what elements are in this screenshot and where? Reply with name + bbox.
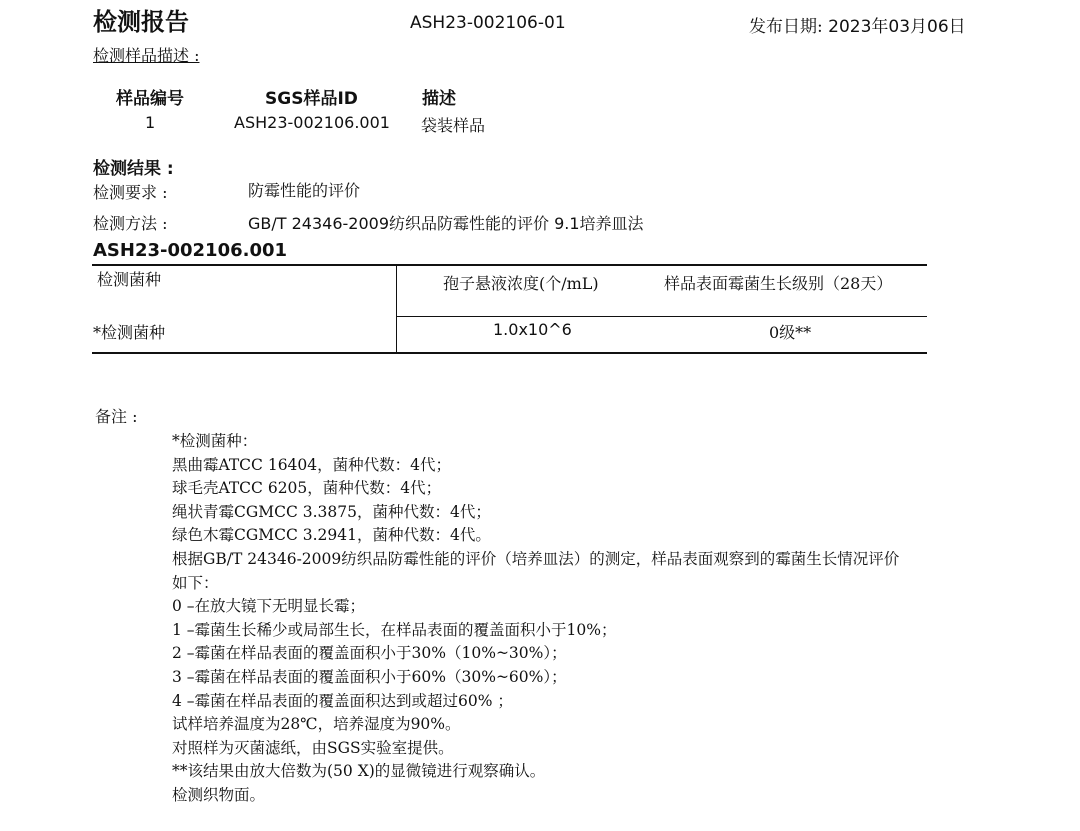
note-line: 根据GB/T 24346-2009纺织品防霉性能的评价（培养皿法）的测定，样品表面观察到的霉菌生长情况评价 — [172, 549, 900, 568]
test-requirement-value: 防霉性能的评价 — [248, 181, 361, 200]
note-line: 检测织物面。 — [172, 785, 266, 804]
sgs-sample-id-value: ASH23-002106.001 — [234, 113, 390, 132]
sample-id-heading: ASH23-002106.001 — [93, 240, 288, 261]
table-column-divider — [396, 266, 397, 352]
table-cell-strain: *检测菌种 — [93, 323, 166, 342]
note-line: 试样培养温度为28℃，培养湿度为90%。 — [172, 715, 461, 734]
table-header-growth-grade: 样品表面霉菌生长级别（28天） — [664, 274, 893, 293]
table-cell-concentration: 1.0x10^6 — [493, 320, 572, 339]
report-number: ASH23-002106-01 — [410, 13, 566, 33]
notes-label: 备注 : — [95, 407, 138, 426]
table-header-rule — [397, 316, 927, 317]
description-header: 描述 — [422, 89, 456, 109]
report-title: 检测报告 — [93, 8, 189, 36]
table-header-strain: 检测菌种 — [97, 270, 162, 289]
test-method-value: GB/T 24346-2009纺织品防霉性能的评价 9.1培养皿法 — [248, 214, 644, 233]
note-line: 0 –在放大镜下无明显长霉； — [172, 597, 366, 616]
test-requirement-label: 检测要求 : — [93, 183, 168, 202]
sample-no-value: 1 — [145, 113, 156, 132]
note-line: 3 –霉菌在样品表面的覆盖面积小于60%（30%~60%）； — [172, 667, 567, 686]
sample-description-label: 检测样品描述 : — [93, 46, 200, 65]
note-line: 2 –霉菌在样品表面的覆盖面积小于30%（10%~30%）； — [172, 644, 567, 663]
note-line: 如下： — [172, 573, 219, 592]
note-line: 对照样为灭菌滤纸，由SGS实验室提供。 — [172, 738, 454, 757]
note-line: 4 –霉菌在样品表面的覆盖面积达到或超过60% ； — [172, 691, 513, 710]
sgs-sample-id-header: SGS样品ID — [265, 89, 358, 109]
description-value: 袋装样品 — [421, 116, 486, 135]
issue-date-label: 发布日期: — [749, 17, 823, 37]
note-line: *检测菌种： — [172, 432, 258, 450]
table-bottom-rule — [92, 352, 927, 354]
table-top-rule — [92, 264, 927, 266]
issue-date — [749, 12, 966, 37]
test-results-label: 检测结果 : — [93, 159, 174, 179]
note-line: 绳状青霉CGMCC 3.3875，菌种代数：4代； — [172, 502, 491, 521]
table-header-concentration: 孢子悬液浓度(个/mL) — [443, 274, 599, 293]
note-line: 绿色木霉CGMCC 3.2941，菌种代数：4代。 — [172, 526, 491, 545]
sample-no-header: 样品编号 — [116, 89, 184, 109]
note-line: 球毛壳ATCC 6205，菌种代数：4代； — [172, 479, 442, 498]
test-method-label: 检测方法 : — [93, 214, 168, 233]
note-line: **该结果由放大倍数为(50 X)的显微镜进行观察确认。 — [172, 762, 546, 781]
note-line: 1 –霉菌生长稀少或局部生长，在样品表面的覆盖面积小于10%； — [172, 620, 617, 639]
table-cell-growth-grade: 0级** — [769, 323, 812, 342]
note-line: 黑曲霉ATCC 16404，菌种代数：4代； — [172, 455, 452, 474]
issue-date-value: 2023年03月06日 — [828, 17, 966, 37]
notes-block — [172, 430, 1032, 808]
